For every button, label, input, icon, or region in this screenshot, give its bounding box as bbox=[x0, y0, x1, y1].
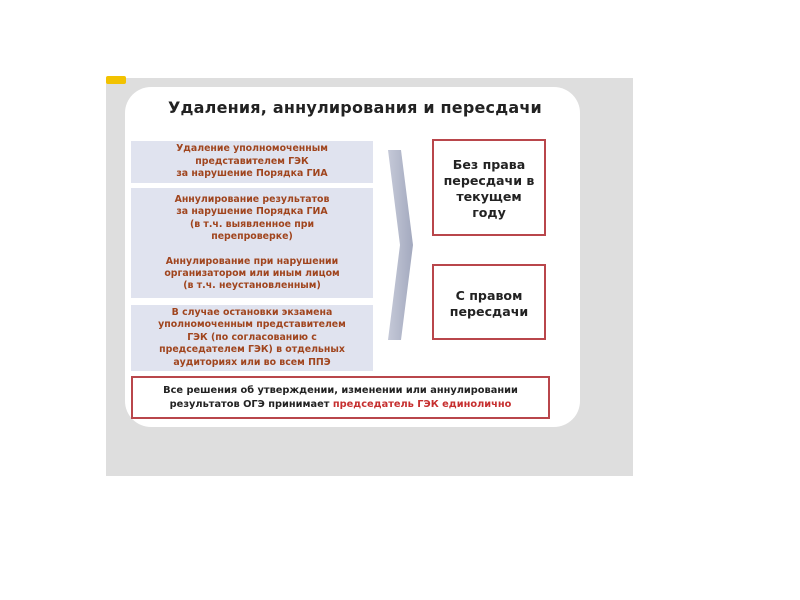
text-line: пересдачи в bbox=[443, 173, 535, 188]
text-line: за нарушение Порядка ГИА bbox=[176, 168, 328, 180]
note-highlight: председатель ГЭК единолично bbox=[332, 398, 512, 410]
text-line: В случае остановки экзамена bbox=[171, 307, 333, 318]
exam-stop-box bbox=[131, 305, 373, 371]
note-text: результатов ОГЭ принимает bbox=[169, 398, 333, 410]
text-line: Удаление уполномоченным bbox=[176, 143, 328, 155]
removal-box bbox=[131, 141, 373, 183]
text-line: перепроверке) bbox=[211, 231, 293, 243]
text-line: ГЭК (по согласованию с bbox=[187, 331, 317, 343]
text-line bbox=[170, 398, 512, 412]
text-line: Аннулирование при нарушении bbox=[165, 255, 339, 267]
no-retake-box bbox=[432, 139, 546, 236]
text-line: пересдачи bbox=[449, 304, 529, 319]
text-line: Аннулирование результатов bbox=[174, 194, 330, 205]
text-line: организатором или иным лицом bbox=[164, 268, 340, 280]
accent-mark bbox=[106, 76, 126, 84]
text-line: текущем bbox=[456, 189, 522, 204]
text-line: Без права bbox=[452, 157, 526, 172]
text-line: аудиториях или во всем ППЭ bbox=[173, 356, 331, 368]
text-line: году bbox=[472, 205, 506, 220]
decision-note-box bbox=[131, 376, 550, 419]
slide-title: Удаления, аннулирования и пересдачи bbox=[168, 98, 542, 117]
with-retake-box bbox=[432, 264, 546, 340]
text-line: уполномоченным представителем bbox=[158, 319, 346, 331]
text-line: С правом bbox=[455, 288, 523, 303]
text-line: (в т.ч. выявленное при bbox=[189, 218, 315, 230]
text-line: за нарушение Порядка ГИА bbox=[176, 206, 328, 218]
text-line: Все решения об утверждении, изменении или аннулировании bbox=[163, 384, 518, 396]
annulment-box bbox=[131, 188, 373, 298]
text-line: (в т.ч. неустановленным) bbox=[183, 280, 321, 292]
text-line: представителем ГЭК bbox=[195, 155, 309, 167]
text-line: председателем ГЭК) в отдельных bbox=[159, 344, 345, 356]
chevron-right-icon bbox=[386, 150, 414, 340]
